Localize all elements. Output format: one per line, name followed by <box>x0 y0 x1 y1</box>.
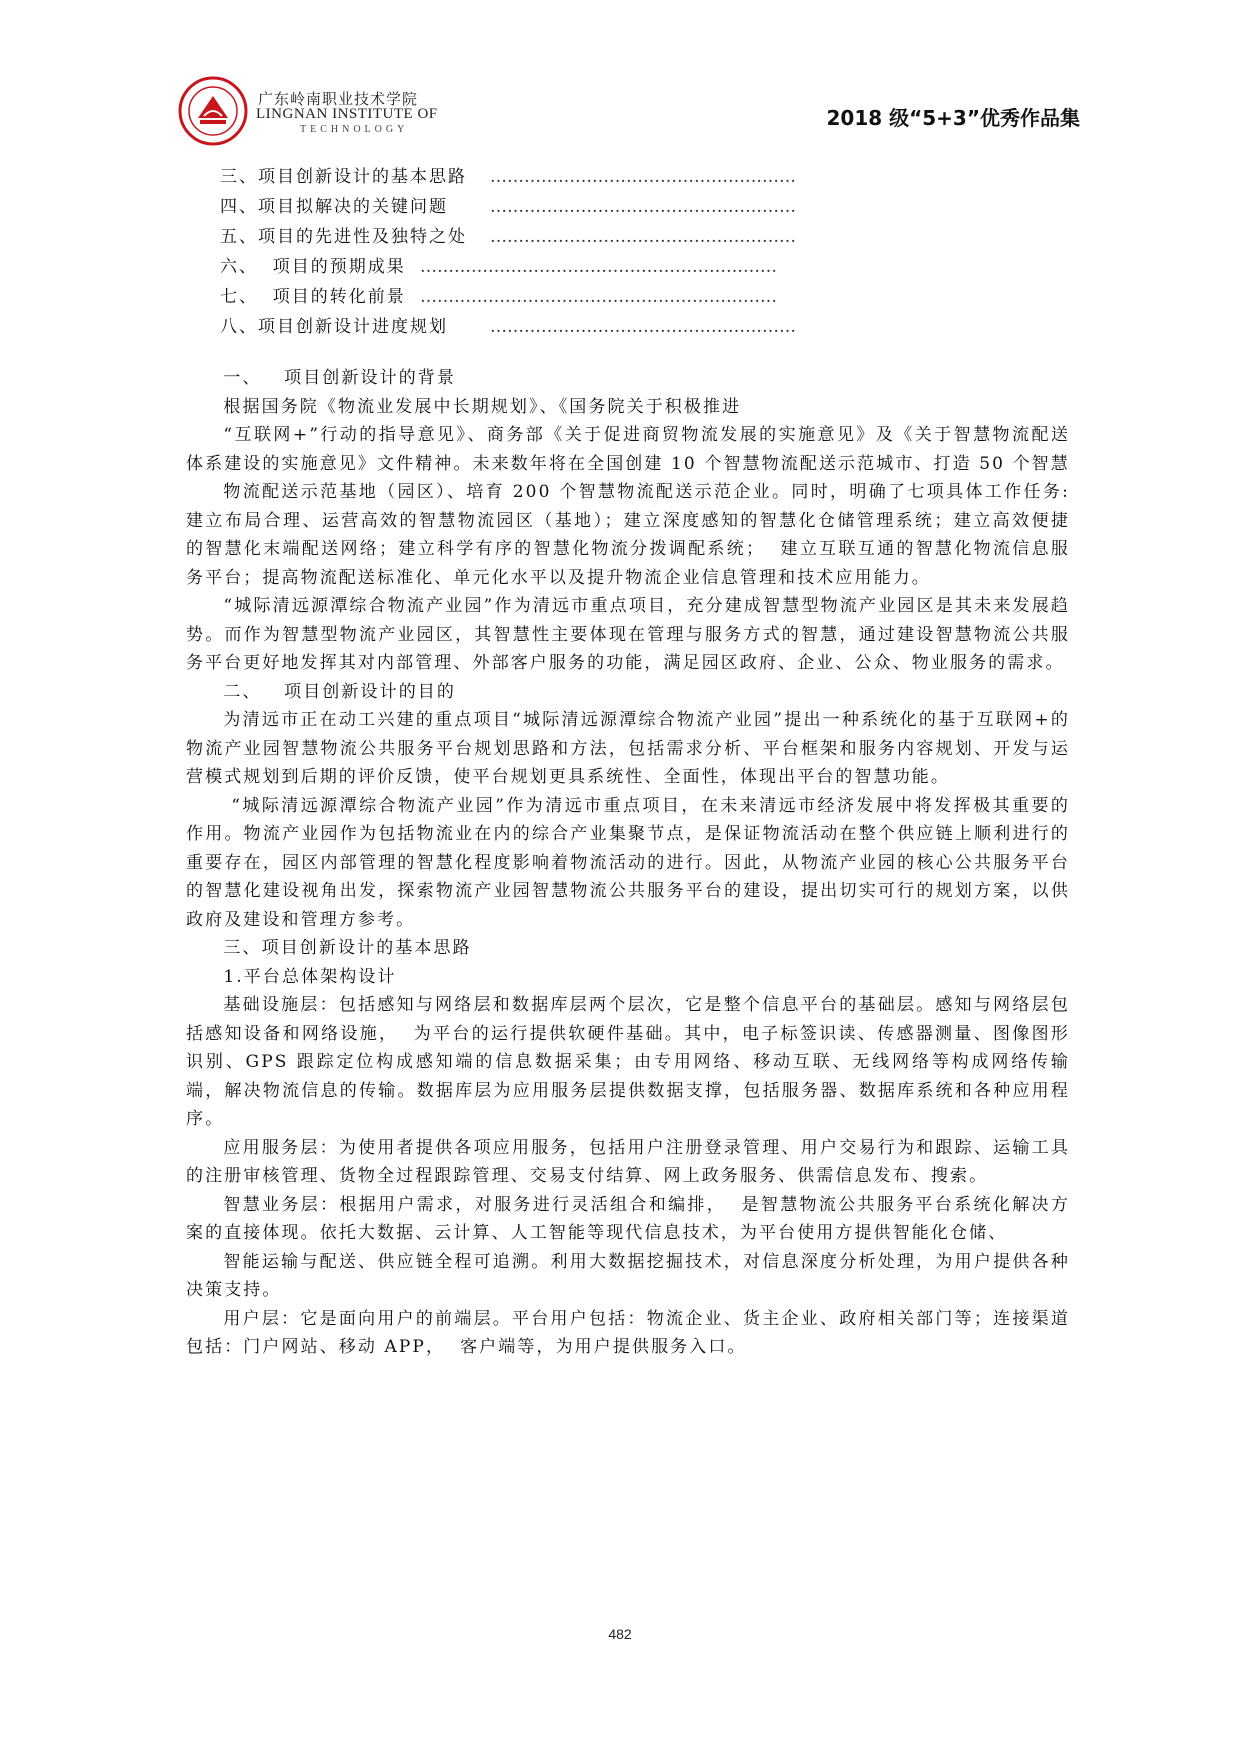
paragraph: 智能运输与配送、供应链全程可追溯。利用大数据挖掘技术，对信息深度分析处理，为用户提供各种决策支持。 <box>186 1251 1070 1300</box>
paragraph: 根据国务院《物流业发展中长期规划》、《国务院关于积极推进 <box>223 396 742 417</box>
paragraph: “互联网+”行动的指导意见》、商务部《关于促进商贸物流发展的实施意见》及《关于智慧物流配送体系建设的实施意见》文件精神。未来数年将在全国创建 10 个智慧物流配送示范城市、打造 50 个智慧 <box>186 425 1070 474</box>
paragraph: 基础设施层：包括感知与网络层和数据库层两个层次，它是整个信息平台的基础层。感知与网络层包括感知设备和网络设施， 为平台的运行提供软硬件基础。其中，电子标签识读、传感器测量、图像图形识别、GPS 跟踪定位构成感知端的信息数据采集；由专用网络、移动互联、无线网络等构成网络传输端，解决物流信息的传输。数据库层为应用服务层提供数据支撑，包括服务器、数据库系统和各种应用程序。 <box>186 995 1070 1129</box>
toc-item <box>220 162 1050 192</box>
toc-item-label: 三、项目创新设计的基本思路 <box>220 167 467 187</box>
paragraph: 用户层：它是面向用户的前端层。平台用户包括：物流企业、货主企业、政府相关部门等；连接渠道包括：门户网站、移动 APP， 客户端等，为用户提供服务入口。 <box>186 1308 1070 1357</box>
toc-leader-dots: ……………………………………………………… <box>420 287 777 307</box>
toc-item <box>220 282 1050 312</box>
toc-leader-dots: ……………………………………………… <box>490 317 796 337</box>
body-text <box>186 364 1070 1362</box>
paragraph: 物流配送示范基地（园区）、培育 200 个智慧物流配送示范企业。同时，明确了七项具体工作任务:建立布局合理、运营高效的智慧物流园区（基地）；建立深度感知的智慧化仓储管理系统；建立高效便捷的智慧化末端配送网络；建立科学有序的智慧化物流分拨调配系统； 建立互联互通的智慧化物流信息服务平台；提高物流配送标准化、单元化水平以及提升物流企业信息管理和技术应用能力。 <box>186 482 1070 588</box>
subsection-heading: 1.平台总体架构设计 <box>223 966 397 987</box>
toc-leader-dots: ……………………………………………… <box>490 167 796 187</box>
toc-item-label: 五、项目的先进性及独特之处 <box>220 227 467 247</box>
school-logo-icon <box>178 76 248 146</box>
toc-item-label: 六、 项目的预期成果 <box>220 257 406 277</box>
toc-item <box>220 252 1050 282</box>
toc-item-label: 七、 项目的转化前景 <box>220 287 406 307</box>
section-heading-purpose: 二、 项目创新设计的目的 <box>223 681 457 702</box>
collection-title: 2018 级“5+3”优秀作品集 <box>826 106 1080 130</box>
paragraph: “城际清远源潭综合物流产业园”作为清远市重点项目，充分建成智慧型物流产业园区是其未来发展趋势。而作为智慧型物流产业园区，其智慧性主要体现在管理与服务方式的智慧，通过建设智慧物流公共服务平台更好地发挥其对内部管理、外部客户服务的功能，满足园区政府、企业、公众、物业服务的需求。 <box>186 596 1070 673</box>
paragraph: 为清远市正在动工兴建的重点项目“城际清远源潭综合物流产业园”提出一种系统化的基于互联网+的物流产业园智慧物流公共服务平台规划思路和方法，包括需求分析、平台框架和服务内容规划、开发与运营模式规划到后期的评价反馈，使平台规划更具系统性、全面性，体现出平台的智慧功能。 <box>186 710 1070 787</box>
section-heading-background: 一、 项目创新设计的背景 <box>223 368 457 388</box>
school-name-cn: 广东岭南职业技术学院 <box>258 90 419 108</box>
toc-item-label: 四、项目拟解决的关键问题 <box>220 197 448 217</box>
toc-leader-dots: ……………………………………………………… <box>420 257 777 277</box>
school-name-en: LINGNAN INSTITUTE OF <box>256 106 438 122</box>
toc-item <box>220 312 1050 342</box>
page-header <box>0 0 1240 150</box>
toc-item <box>220 222 1050 252</box>
table-of-contents <box>220 162 1050 342</box>
toc-item <box>220 192 1050 222</box>
toc-leader-dots: ……………………………………………… <box>490 227 796 247</box>
paragraph: 智慧业务层：根据用户需求，对服务进行灵活组合和编排， 是智慧物流公共服务平台系统化解决方案的直接体现。依托大数据、云计算、人工智能等现代信息技术，为平台使用方提供智能化仓储、 <box>186 1194 1070 1243</box>
section-heading-approach: 三、项目创新设计的基本思路 <box>223 938 472 958</box>
toc-item-label: 八、项目创新设计进度规划 <box>220 317 448 337</box>
school-name-en-line2: TECHNOLOGY <box>300 124 409 135</box>
page-number: 482 <box>608 1626 632 1642</box>
toc-leader-dots: ……………………………………………… <box>490 197 796 217</box>
paragraph: 应用服务层：为使用者提供各项应用服务，包括用户注册登录管理、用户交易行为和跟踪、运输工具的注册审核管理、货物全过程跟踪管理、交易支付结算、网上政务服务、供需信息发布、搜索。 <box>186 1137 1070 1186</box>
paragraph: “城际清远源潭综合物流产业园”作为清远市重点项目，在未来清远市经济发展中将发挥极其重要的作用。物流产业园作为包括物流业在内的综合产业集聚节点，是保证物流活动在整个供应链上顺利进行的重要存在，园区内部管理的智慧化程度影响着物流活动的进行。因此，从物流产业园的核心公共服务平台的智慧化建设视角出发，探索物流产业园智慧物流公共服务平台的建设，提出切实可行的规划方案，以供政府及建设和管理方参考。 <box>186 795 1070 930</box>
